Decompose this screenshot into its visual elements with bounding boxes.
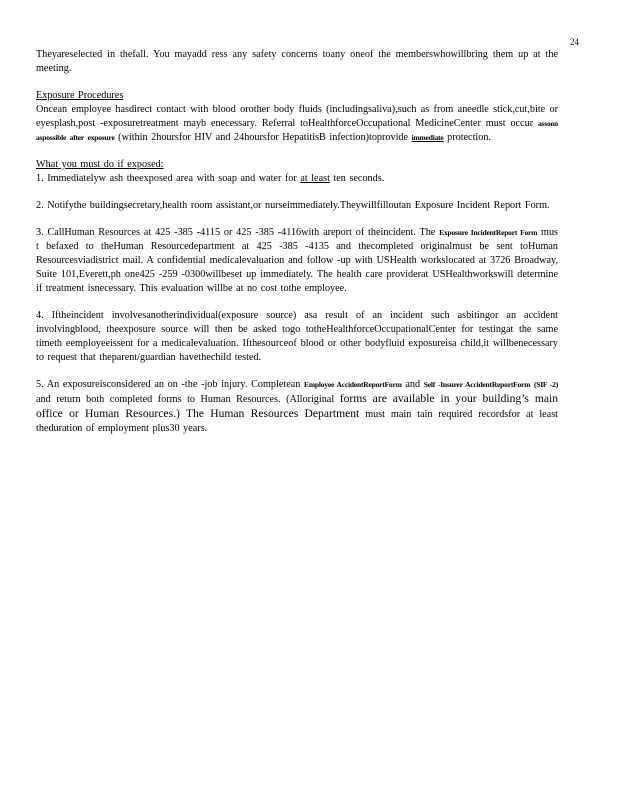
after-text: after — [69, 133, 85, 142]
step-5-and-text: and — [405, 379, 421, 390]
as-possible-text: aspossible — [36, 133, 67, 142]
exposure-word-text: exposure — [87, 133, 115, 142]
step-5-text-1: 5. An exposureisconsidered an on -the -job injury. Completean — [36, 379, 301, 390]
exposure-procedures-heading: Exposure Procedures — [36, 90, 124, 101]
page-number: 24 — [570, 37, 579, 47]
self-insurer-accident-report-form-text: Self -Insurer AccidentReportForm — [423, 380, 531, 389]
if-exposed-heading: What you must do if exposed: — [36, 159, 164, 170]
at-least-text: at least — [300, 173, 330, 184]
immediate-text: immediate — [411, 133, 444, 142]
page-content — [36, 48, 558, 448]
exposure-procedures-text-1: Oncean employee hasdirect contact with blood orother body fluids (includingsaliva),such as from aneedle stick,cut,bite or eyesplash,post -exposuretreatment mayb enecessary. Referral toHealthforceOccupational MedicineCenter must occur — [36, 104, 558, 129]
step-5-paragraph — [36, 378, 558, 436]
exposure-procedures-paragraph — [36, 103, 558, 145]
exposure-procedures-text-2: (within 2hoursfor HIV and 24hoursfor HepatitisB infection)toprovide — [118, 132, 409, 143]
step-3-paragraph — [36, 226, 558, 296]
step-1-text-2: ten seconds. — [333, 173, 385, 184]
intro-paragraph: Theyareselected in thefall. You mayadd ress any safety concerns toany oneof the memberswhowillbring them up at the meeting. — [36, 49, 558, 74]
employee-accident-report-form-text: Employee AccidentReportForm — [304, 380, 402, 389]
step-1-text-1: 1. Immediatelyw ash theexposed area with soap and water for — [36, 173, 297, 184]
step-5-text-3: must main tain required recordsfor at least theduration of employment plus30 years. — [36, 409, 558, 434]
step-5-text-2: and return both completed forms to Human Resources. (Alloriginal — [36, 394, 335, 405]
exposure-procedures-text-3: protection. — [447, 132, 491, 143]
exposure-incident-report-form-text: Exposure IncidentReport Form — [439, 228, 538, 237]
step-3-text-1: 3. CallHuman Resources at 425 -385 -4115 or 425 -385 -4116with areport of theincident. The — [36, 227, 436, 238]
sif-2-text: (SIF -2) — [533, 380, 559, 389]
step-1-paragraph — [36, 172, 558, 186]
step-5-forms-available-text: forms are available in your building’s main office or Human Resources.) The Human Resources Department — [36, 392, 559, 420]
as-soon-text: assoon — [537, 119, 559, 128]
step-2-paragraph: 2. Notifythe buildingsecretary,health room assistant,or nurseimmediately.Theywillfilloutan Exposure Incident Report Form. — [36, 200, 550, 211]
step-3-text-2: mus t befaxed to theHuman Resourcedepartment at 425 -385 -4135 and thecompleted originalmust be sent toHuman Resourcesviadistrict mail. A confidential medicalevaluation and follow -up with USHealth workslocated at 3726 Broadway, Suite 101,Everett,ph one425 -259 -0300willbeset up immediately. The health care providerat USHealthworkswill determine if treatment isnecessary. This evaluation willbe at no cost tothe employee. — [36, 227, 559, 294]
step-4-paragraph: 4. Iftheincident involvesanotherindividual(exposure source) asa result of an incident such asbitingor an accident involvingblood, theexposure source will then be asked togo totheHealthforceOccupationalCenter for testingat the same timeth eemployeeissent for a medicalevaluation. Ifthesourceof blood or other bodyfluid exposureisa child,it willbenecessary to request that theparent/guardian havethechild tested. — [36, 310, 558, 363]
